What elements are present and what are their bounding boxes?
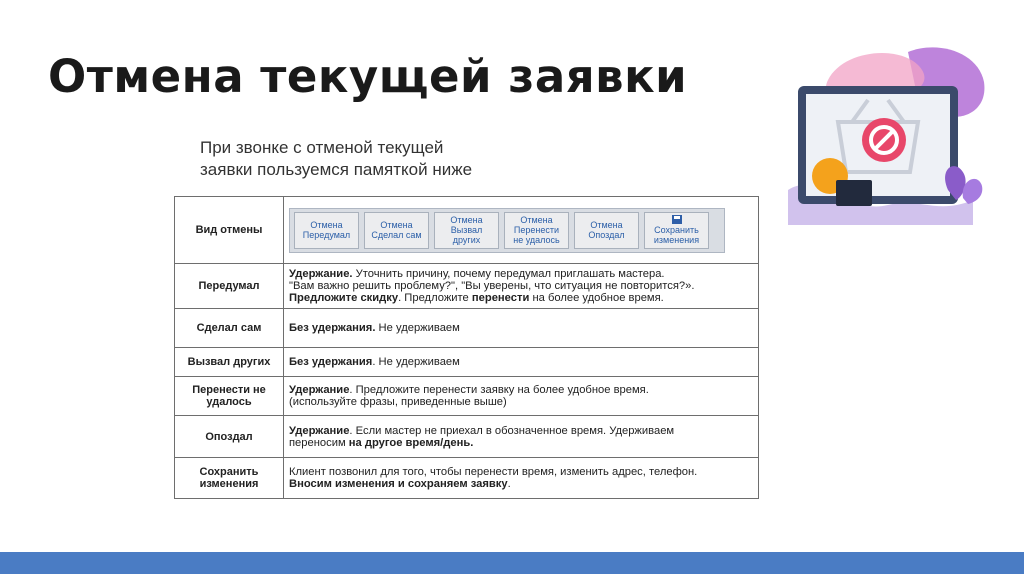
slide-subtitle (200, 137, 620, 181)
cancel-called-others-button[interactable]: Отмена Вызвал других (434, 212, 499, 249)
cancellation-table (174, 196, 759, 499)
table-row (175, 309, 759, 348)
table-row (175, 197, 759, 264)
table-row (175, 264, 759, 309)
subtitle-line-1: При звонке с отменой текущей (200, 138, 444, 157)
cancel-reschedule-failed-button[interactable]: Отмена Перенести не удалось (504, 212, 569, 249)
subtitle-line-2: заявки пользуемся памяткой ниже (200, 160, 473, 179)
row-description: Без удержания. Не удерживаем (284, 309, 759, 348)
row-description: Удержание. Предложите перенести заявку на более удобное время. (используйте фразы, приведенные выше) (284, 377, 759, 416)
row-description: Без удержания. Не удерживаем (284, 348, 759, 377)
row-label: Вызвал других (175, 348, 284, 377)
row-description: Клиент позвонил для того, чтобы перенести время, изменить адрес, телефон. Вносим изменения и сохраняем заявку. (284, 458, 759, 499)
cancel-sign-icon (862, 118, 906, 162)
slide-title: Отмена текущей заявки (48, 50, 688, 103)
cancel-did-it-myself-button[interactable]: Отмена Сделал сам (364, 212, 429, 249)
row-label: Передумал (175, 264, 284, 309)
cancel-illustration (788, 40, 988, 225)
table-row (175, 458, 759, 499)
row-label: Сохранить изменения (175, 458, 284, 499)
save-changes-button[interactable]: Сохранить изменения (644, 212, 709, 249)
cancel-changed-mind-button[interactable]: Отмена Передумал (294, 212, 359, 249)
row-label: Опоздал (175, 416, 284, 458)
row-label: Вид отмены (175, 197, 284, 264)
row-description: Удержание. Если мастер не приехал в обозначенное время. Удерживаем переносим на другое время/день. (284, 416, 759, 458)
footer-bar (0, 552, 1024, 574)
row-label: Перенести не удалось (175, 377, 284, 416)
cancel-late-button[interactable]: Отмена Опоздал (574, 212, 639, 249)
button-bar (289, 208, 725, 253)
row-description: Удержание. Уточнить причину, почему передумал приглашать мастера. "Вам важно решить проблему?", "Вы уверены, что ситуация не повторится?». Предложите скидку. Предложите перенести на более удобное время. (284, 264, 759, 309)
floppy-disk-icon (672, 215, 682, 224)
table-row (175, 377, 759, 416)
buttons-cell (284, 197, 759, 264)
table-row (175, 348, 759, 377)
laptop-icon (836, 180, 872, 206)
table-row (175, 416, 759, 458)
row-label: Сделал сам (175, 309, 284, 348)
